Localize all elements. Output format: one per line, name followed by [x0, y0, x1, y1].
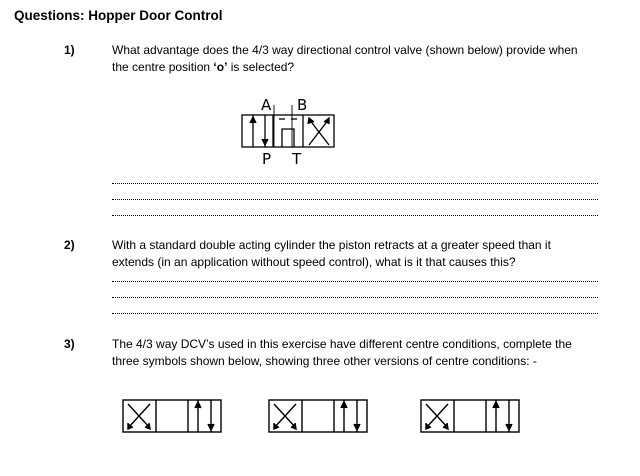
- answer-line[interactable]: [112, 215, 598, 216]
- question-3-line-1: The 4/3 way DCV’s used in this exercise have different centre conditions, complete the: [112, 337, 572, 351]
- answer-line[interactable]: [112, 297, 598, 298]
- question-2-line-2: extends (in an application without speed control), what is it that causes this?: [112, 254, 516, 269]
- page-title: Questions: Hopper Door Control: [14, 8, 223, 23]
- question-text-3: [112, 336, 612, 369]
- centre-position-label: ‘o’: [213, 59, 228, 74]
- question-text-2: [112, 237, 612, 270]
- answer-line[interactable]: [112, 281, 598, 282]
- question-number-3: 3): [64, 337, 75, 351]
- question-text-1: [112, 42, 612, 75]
- question-1-line-1: What advantage does the 4/3 way directional control valve (shown below) provide when: [112, 43, 578, 57]
- question-number-2: 2): [64, 238, 75, 252]
- question-1-line-2: the centre position ‘o’ is selected?: [112, 59, 295, 74]
- question-2-line-1: With a standard double acting cylinder the piston retracts at a greater speed than it: [112, 238, 551, 252]
- valve-symbol-blank-centre-3-icon[interactable]: [420, 398, 520, 434]
- valve-symbol-blank-centre-1-icon[interactable]: [122, 398, 222, 434]
- port-b-label: B: [297, 96, 308, 114]
- answer-line[interactable]: [112, 183, 598, 184]
- question-3-line-2: three symbols shown below, showing three other versions of centre conditions: -: [112, 353, 537, 368]
- answer-line[interactable]: [112, 199, 598, 200]
- port-t-label: T: [292, 150, 302, 168]
- port-p-label: P: [262, 150, 272, 168]
- question-number-1: 1): [64, 43, 75, 57]
- valve-symbol-blank-centre-2-icon[interactable]: [268, 398, 368, 434]
- valve-4-3-symbol-icon: [238, 93, 338, 173]
- answer-line[interactable]: [112, 313, 598, 314]
- port-a-label: A: [261, 96, 272, 114]
